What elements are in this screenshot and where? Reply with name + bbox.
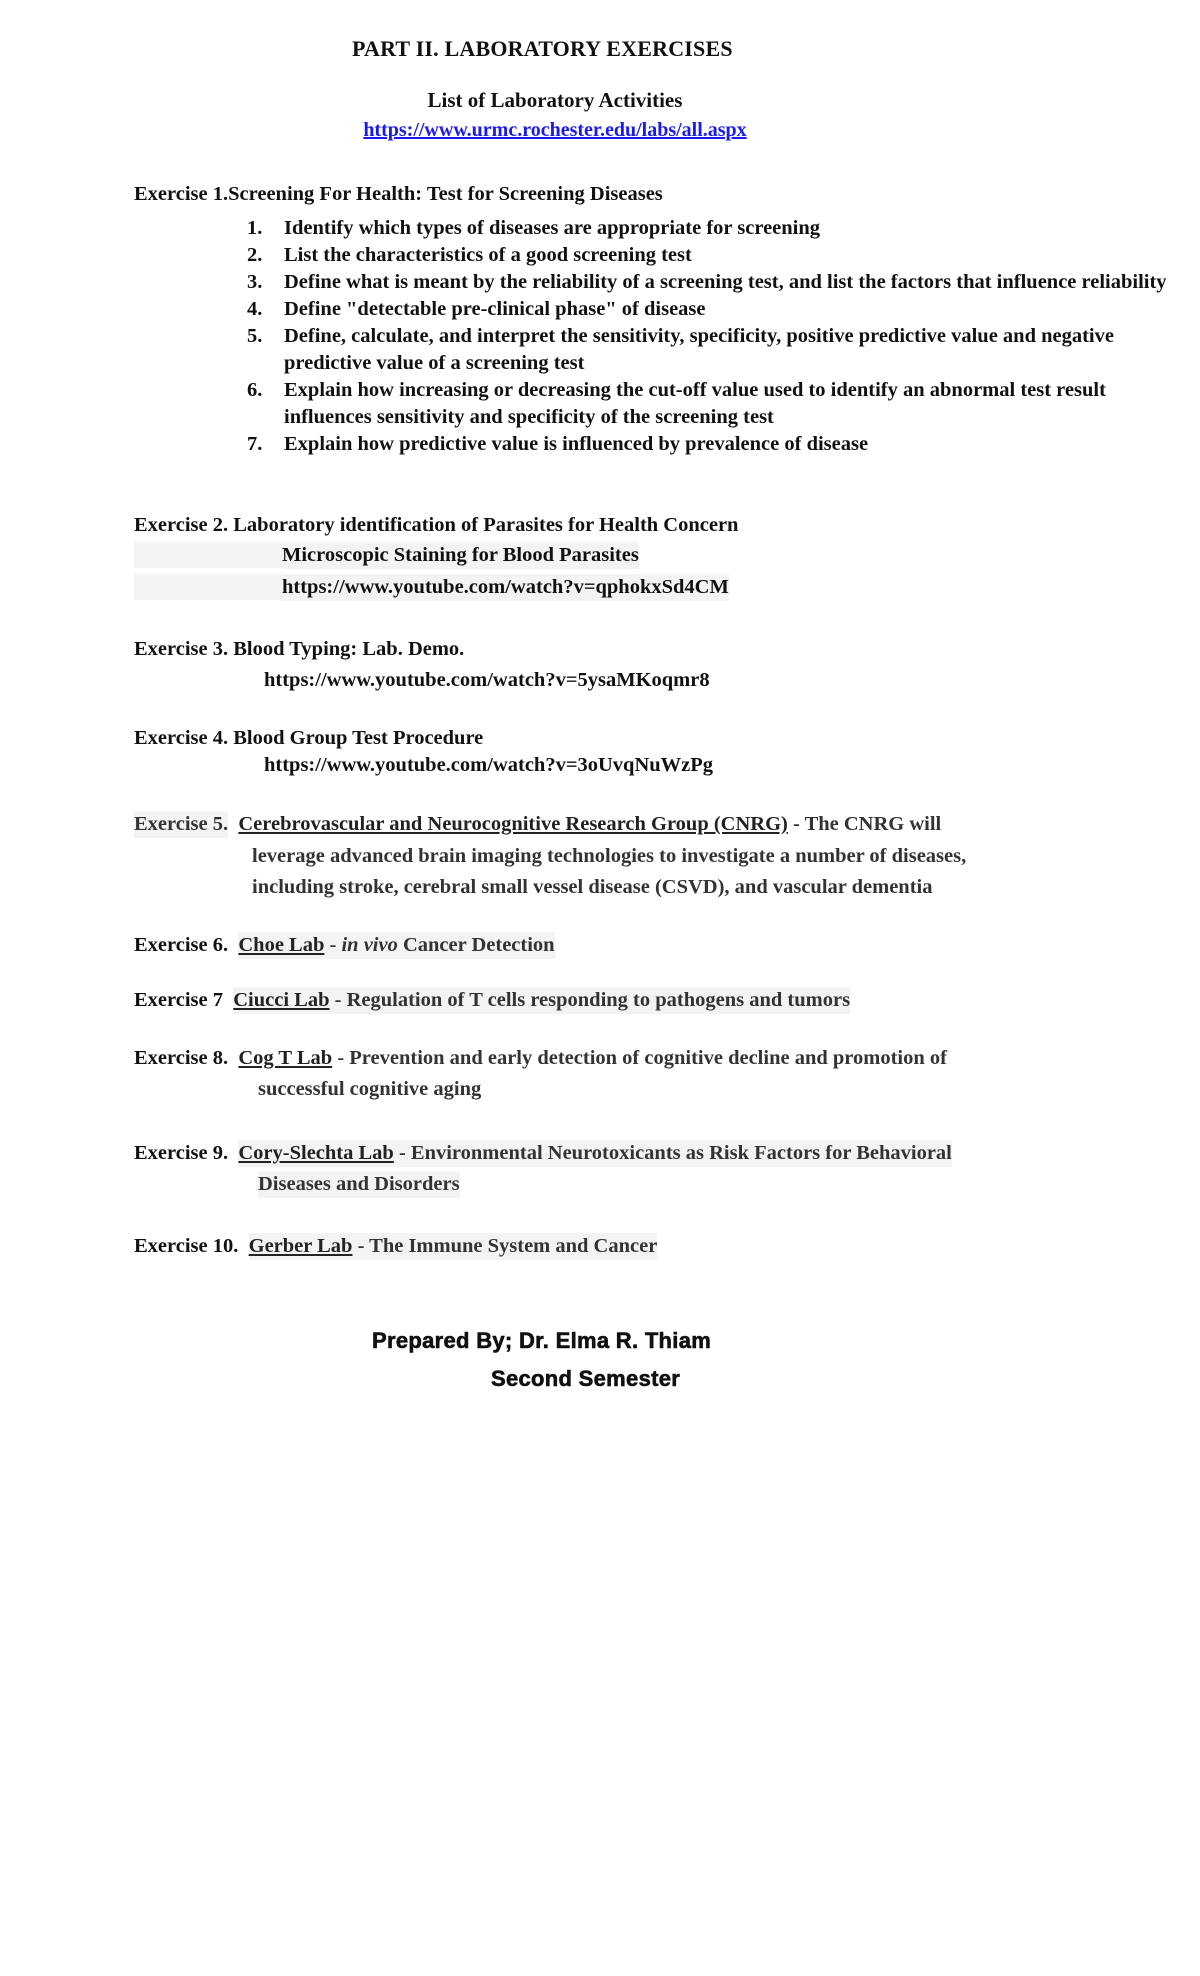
- exercise-9-heading: Exercise 9. Cory-Slechta Lab - Environmental Neurotoxicants as Risk Factors for Behavioral: [134, 1140, 952, 1167]
- exercise-8-heading: Exercise 8. Cog T Lab - Prevention and early detection of cognitive decline and promotion of: [134, 1047, 947, 1069]
- shade-bar: [134, 574, 282, 600]
- exercise-2-video-link[interactable]: https://www.youtube.com/watch?v=qphokxSd4CM: [282, 574, 729, 601]
- page-subtitle: List of Laboratory Activities: [427, 88, 683, 112]
- cog-t-lab-link[interactable]: Cog T Lab: [238, 1047, 333, 1069]
- exercise-1-heading: Exercise 1.Screening For Health: Test for Screening Diseases: [134, 183, 663, 205]
- exercise-5-heading: Exercise 5. Cerebrovascular and Neurocognitive Research Group (CNRG) - The CNRG will: [134, 811, 941, 838]
- semester: Second Semester: [491, 1366, 681, 1391]
- list-item: 5. Define, calculate, and interpret the sensitivity, specificity, positive predictive value and negative predictive value of a screening test: [247, 325, 1114, 374]
- exercise-2-subtitle: Microscopic Staining for Blood Parasites: [282, 542, 639, 569]
- list-item: 2. List the characteristics of a good screening test: [247, 244, 692, 266]
- gerber-lab-link[interactable]: Gerber Lab: [248, 1235, 353, 1257]
- list-item: 4. Define "detectable pre-clinical phase" of disease: [247, 298, 706, 320]
- exercise-2-heading: Exercise 2. Laboratory identification of Parasites for Health Concern: [134, 514, 739, 536]
- labs-link[interactable]: https://www.urmc.rochester.edu/labs/all.aspx: [363, 119, 747, 141]
- exercise-3-video-link[interactable]: https://www.youtube.com/watch?v=5ysaMKoqmr8: [264, 669, 710, 691]
- list-item: 6. Explain how increasing or decreasing the cut-off value used to identify an abnormal test result influences sensitivity and specificity of the screening test: [247, 379, 1106, 428]
- exercise-10-heading: Exercise 10. Gerber Lab - The Immune System and Cancer: [134, 1233, 657, 1260]
- exercise-4-video-link[interactable]: https://www.youtube.com/watch?v=3oUvqNuWzPg: [264, 754, 714, 776]
- exercise-7-heading: Exercise 7 Ciucci Lab - Regulation of T cells responding to pathogens and tumors: [134, 987, 850, 1014]
- exercise-6-heading: Exercise 6. Choe Lab - in vivo Cancer Detection: [134, 932, 555, 959]
- shade-bar: [134, 542, 282, 568]
- cory-slechta-lab-link[interactable]: Cory-Slechta Lab: [238, 1142, 394, 1164]
- list-item: 1. Identify which types of diseases are appropriate for screening: [247, 217, 821, 239]
- page-title: PART II. LABORATORY EXERCISES: [352, 36, 733, 61]
- exercise-3-heading: Exercise 3. Blood Typing: Lab. Demo.: [134, 638, 465, 660]
- exercise-5-desc-line2: leverage advanced brain imaging technologies to investigate a number of diseases,: [252, 845, 967, 867]
- cnrg-lab-link[interactable]: Cerebrovascular and Neurocognitive Research Group (CNRG): [238, 813, 788, 835]
- exercise-1-objectives: [247, 215, 1167, 458]
- list-item: 3. Define what is meant by the reliability of a screening test, and list the factors that influence reliability: [247, 271, 1167, 293]
- list-item: 7. Explain how predictive value is influenced by prevalence of disease: [247, 433, 869, 455]
- exercise-5-desc-line3: including stroke, cerebral small vessel disease (CSVD), and vascular dementia: [252, 876, 933, 898]
- ciucci-lab-link[interactable]: Ciucci Lab: [233, 989, 330, 1011]
- choe-lab-link[interactable]: Choe Lab: [238, 934, 325, 956]
- exercise-8-desc-line2: successful cognitive aging: [258, 1078, 482, 1100]
- prepared-by: Prepared By; Dr. Elma R. Thiam: [372, 1328, 712, 1353]
- exercise-9-desc-line2: Diseases and Disorders: [258, 1171, 460, 1198]
- exercise-4-heading: Exercise 4. Blood Group Test Procedure: [134, 727, 484, 749]
